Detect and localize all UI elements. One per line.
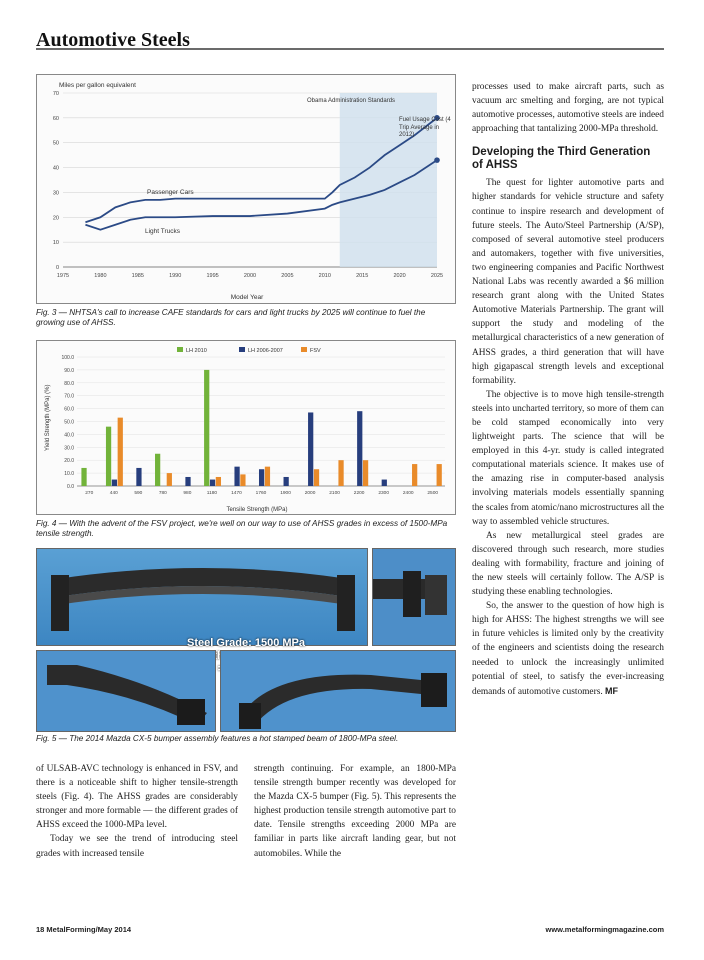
bar xyxy=(265,467,270,486)
legend-swatch xyxy=(177,347,183,352)
bar xyxy=(412,464,417,486)
body-column-middle xyxy=(254,762,456,861)
bar xyxy=(118,418,123,486)
fig-ahss-chart xyxy=(36,340,456,515)
x-tick-label: 2100 xyxy=(329,491,340,496)
paragraph: strength continuing. For example, an 1800-MPa tensile strength bumper recently was developed for the Mazda CX-5 bumper (Fig. 5). This represents the highest production tensile strength automotive part to date. Tensile strengths exceeding 2000 MPa are familiar in parts like aircraft landing gear, but not automobiles. While the xyxy=(254,764,456,859)
y-tick-label: 30.0 xyxy=(64,445,74,452)
y-tick-label: 70.0 xyxy=(64,393,74,400)
x-tick-label: 590 xyxy=(134,491,143,496)
paragraph: Today we see the trend of introducing steel grades with increased tensile xyxy=(36,834,238,859)
x-tick-label: 2500 xyxy=(427,491,439,496)
bar xyxy=(155,454,160,486)
y-tick-label: 10 xyxy=(52,240,59,247)
y-tick-label: 0 xyxy=(55,265,59,271)
paragraph xyxy=(472,599,664,699)
chart-ylabel: Miles per gallon equivalent xyxy=(59,82,136,89)
bumper-photo-end xyxy=(372,548,456,646)
bar-xlabel: Tensile Strength (MPa) xyxy=(226,507,288,513)
legend-swatch xyxy=(301,347,307,352)
x-tick-label: 1470 xyxy=(231,491,242,496)
x-tick-label: 1180 xyxy=(206,491,218,496)
bar xyxy=(338,460,343,486)
x-tick-label: 2000 xyxy=(304,491,316,496)
x-tick-label: 2400 xyxy=(402,491,414,496)
x-tick-label: 1760 xyxy=(255,491,267,496)
paragraph: processes used to make aircraft parts, such as vacuum arc smelting and forging, are not typical automotive processes, automotive steels are indeed approaching that tantalizing 2000-MPa threshold. xyxy=(472,82,664,135)
bar xyxy=(81,468,86,486)
bar xyxy=(284,477,289,486)
y-tick-label: 70 xyxy=(52,91,59,97)
x-tick-label: 780 xyxy=(158,491,167,496)
y-tick-label: 20 xyxy=(52,215,59,222)
cars-label: Passenger Cars xyxy=(147,189,194,196)
section-heading: Developing the Third Generation of AHSS xyxy=(472,146,651,172)
y-tick-label: 10.0 xyxy=(64,471,74,478)
paragraph: The objective is to move high tensile-strength steels into uncharted territory, so more of them can be cold stamped economically into very lightweight parts. The science that will be employed in this 4-yr. study is called integrated computational materials science. It makes use of the amazing rise in computer-based analysis involving materials models essentially spanning the scales from atomic/nano microstructures all the way to assembled vehicle structures. xyxy=(472,389,664,527)
bar xyxy=(204,370,209,486)
x-tick-label: 2015 xyxy=(356,273,369,279)
bar xyxy=(308,412,313,486)
y-tick-label: 20.0 xyxy=(64,458,74,465)
x-tick-label: 2200 xyxy=(353,491,365,496)
bar xyxy=(437,464,442,486)
y-tick-label: 50.0 xyxy=(64,419,74,426)
x-tick-label: 2025 xyxy=(430,273,444,279)
x-tick-label: 1900 xyxy=(280,491,291,496)
ahss-bar-chart xyxy=(37,341,457,516)
x-tick-label: 2010 xyxy=(318,273,331,279)
x-tick-label: 2005 xyxy=(281,273,294,279)
fig5-caption: Fig. 5 — The 2014 Mazda CX-5 bumper assembly features a hot stamped beam of 1800-MPa steel. xyxy=(36,734,399,743)
y-tick-label: 60.0 xyxy=(64,406,74,413)
bar xyxy=(185,477,190,486)
y-tick-label: 60 xyxy=(52,115,59,122)
legend-label: LH 2006-2007 xyxy=(248,348,283,354)
x-tick-label: 2000 xyxy=(243,273,257,279)
y-tick-label: 30 xyxy=(52,190,59,197)
bumper-photo-main xyxy=(36,548,368,649)
fuel-note: Fuel Usage Cost (4 Trip Average in 2012) xyxy=(399,117,451,138)
fig-cafe-chart xyxy=(36,74,456,304)
x-tick-label: 1995 xyxy=(206,273,219,279)
y-tick-label: 90.0 xyxy=(64,367,74,374)
x-tick-label: 1990 xyxy=(169,273,182,279)
y-tick-label: 100.0 xyxy=(61,355,74,361)
bar xyxy=(112,480,117,486)
paragraph: As new metallurgical steel grades are discovered through such research, more studies dealing with formability, fracture and joining of the new steels will certainly follow. The A/SP is studying these enabling technologies. xyxy=(472,530,664,598)
footer-right: www.metalformingmagazine.com xyxy=(545,925,664,934)
bar xyxy=(216,477,221,486)
y-tick-label: 40 xyxy=(52,165,59,172)
bar xyxy=(234,467,239,486)
fig4-caption: Fig. 4 — With the advent of the FSV project, we're well on our way to use of AHSS grades in excess of 1500-MPa tensile strength. xyxy=(36,519,448,538)
paragraph: The quest for lighter automotive parts and higher standards for vehicle structure and safety continue to inspire research and development of future steels. The Auto/Steel Partnership (A/SP), composed of several automotive steel producers and automakers, together with five universities, two engineering companies and Pacific Northwest National Labs was recently awarded a $6 million research grant along with the United States Automotive Materials Partnership. The grant will support the study and modeling of the metallurgical characteristics of a new generation of AHSS grades, a third generation that will have high gigapascal strength levels and exceptional formability. xyxy=(472,178,664,386)
bar xyxy=(363,460,368,486)
x-tick-label: 270 xyxy=(85,491,94,496)
bar xyxy=(136,468,141,486)
body-column-left xyxy=(36,762,238,861)
fig3-caption: Fig. 3 — NHTSA's call to increase CAFE standards for cars and light trucks by 2025 will continue to fuel the growing use of AHSS. xyxy=(36,308,426,327)
y-tick-label: 40.0 xyxy=(64,432,74,439)
bar xyxy=(259,469,264,486)
paragraph: of ULSAB-AVC technology is enhanced in FSV, and there is a noticeable shift to higher tensile-strength steels (Fig. 4). The AHSS grades are considerably stronger and more formable — the different grades of AHSS exceed the 1000-MPa level. xyxy=(36,764,238,831)
x-tick-label: 980 xyxy=(183,491,192,496)
y-tick-label: 80.0 xyxy=(64,380,74,387)
section-title: Automotive Steels xyxy=(36,29,190,51)
trucks-label: Light Trucks xyxy=(145,228,181,235)
bar-ylabel: Yield Strength (MPa) (%) xyxy=(45,384,51,451)
section-header xyxy=(36,30,664,50)
y-tick-label: 50 xyxy=(52,140,59,147)
bar xyxy=(210,480,215,486)
y-tick-label: 0.0 xyxy=(67,484,74,490)
x-tick-label: 1985 xyxy=(131,273,144,279)
paragraph-text: So, the answer to the question of how high is high for AHSS: The highest strengths we will see in future vehicles is limited only by the creativity of the engineers and scientists doing the research needed to unlock the increasingly unlimited potential of steel, to satisfy the ever-increasing demands of automotive customers. xyxy=(472,601,664,697)
bar xyxy=(106,427,111,486)
bumper-photo-right xyxy=(220,650,456,732)
chart-xlabel: Model Year xyxy=(230,294,264,301)
bar xyxy=(314,469,319,486)
x-tick-label: 1975 xyxy=(56,273,70,279)
bar xyxy=(382,480,387,486)
x-tick-label: 440 xyxy=(109,491,118,496)
steel-grade-text: Steel Grade: 1500 MPa xyxy=(187,637,306,649)
x-tick-label: 1980 xyxy=(94,273,107,279)
x-tick-label: 2300 xyxy=(378,491,390,496)
region-label: Obama Administration Standards xyxy=(307,98,396,104)
legend-label: FSV xyxy=(310,348,321,354)
cafe-line-chart xyxy=(37,75,457,305)
body-column-right xyxy=(472,80,664,699)
end-mark: MF xyxy=(605,685,619,696)
bar xyxy=(167,473,172,486)
legend-label: LH 2010 xyxy=(186,348,207,354)
bar xyxy=(240,474,245,486)
series-endpoint xyxy=(434,157,440,163)
footer-left: 18 MetalForming/May 2014 xyxy=(36,925,132,934)
bumper-photo-left xyxy=(36,650,216,732)
bar xyxy=(357,411,362,486)
legend-swatch xyxy=(239,347,245,352)
x-tick-label: 2020 xyxy=(393,273,406,279)
